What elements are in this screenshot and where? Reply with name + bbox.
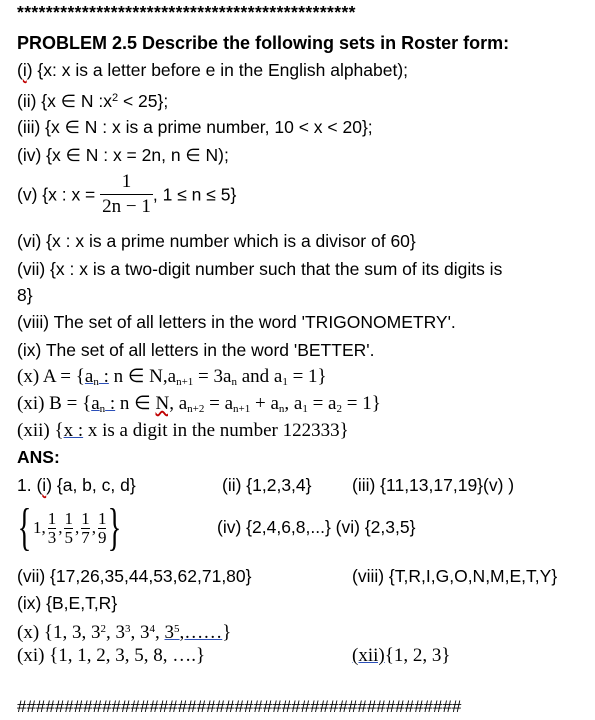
- answer-xii: (xii){1, 2, 3}: [352, 645, 451, 666]
- problem-ix: (ix) The set of all letters in the word 'BETTER'.: [17, 340, 375, 360]
- problem-iv: (iv) {x ∈ N : x = 2n, n ∈ N);: [17, 145, 229, 165]
- answer-v-set: { 1, $\frac{1}{3}$ , $\frac{1}{5}$ , $\frac{1}{7}$ , $\frac{1}{9}$ }: [17, 499, 122, 556]
- fraction-1-3: $\frac{1}{3}$: [47, 508, 57, 547]
- answer-x: (x) {1, 3, $3^2$, $3^3$, $3^4$, $3^5,\dots\dots$}: [17, 622, 232, 643]
- answer-ix: (ix) {B,E,T,R}: [17, 593, 118, 613]
- problem-viii: (viii) The set of all letters in the word 'TRIGONOMETRY'.: [17, 312, 456, 332]
- answer-ii: (ii) {1,2,3,4}: [222, 475, 312, 495]
- answer-i: 1. (i) {a, b, c, d}: [17, 475, 136, 495]
- answer-iv-vi: (iv) {2,4,6,8,...} (vi) {2,3,5}: [217, 517, 416, 537]
- problem-title: PROBLEM 2.5 Describe the following sets in Roster form:: [17, 33, 510, 53]
- answers-label: ANS:: [17, 447, 60, 467]
- problem-i: (i) {x: x is a letter before e in the English alphabet);: [17, 60, 409, 80]
- problem-xi: (xi) $B = \{a_n$ : n ∈ N, $a_{n+2} = a_{n+1} + a_n$, $a_1 = a_2 = 1$}: [17, 393, 381, 415]
- bottom-rule: ###############################################: [17, 697, 462, 716]
- problem-vi: (vi) {x : x is a prime number which is a divisor of 60}: [17, 231, 416, 251]
- answer-v-first-term: 1,: [32, 518, 46, 537]
- problem-v: (v) {x : x = $\frac{1}{2n - 1}$ , 1 ≤ n ≤ 5}: [17, 171, 237, 217]
- fraction-1-9: $\frac{1}{9}$: [97, 508, 107, 547]
- left-brace: {: [17, 499, 32, 556]
- answer-iii: (iii) {11,13,17,19}(v) ): [352, 475, 515, 495]
- problem-iii: (iii) {x ∈ N : x is a prime number, 10 < x < 20};: [17, 117, 373, 137]
- problem-vii-line2: 8}: [17, 285, 33, 305]
- answer-xi: (xi) {1, 1, 2, 3, 5, 8, ….}: [17, 645, 206, 666]
- problem-ii: (ii) {x ∈ N $:x^2 < 25$};: [17, 91, 169, 111]
- problem-vii-line1: (vii) {x : x is a two-digit number such that the sum of its digits is: [17, 259, 503, 279]
- fraction-1-over-2n-1: $\frac{1}{2n - 1}$: [102, 171, 151, 217]
- answer-viii: (viii) {T,R,I,G,O,N,M,E,T,Y}: [352, 566, 558, 586]
- fraction-1-5: $\frac{1}{5}$: [64, 508, 73, 547]
- top-rule: ***********************************************: [17, 2, 356, 22]
- problem-xii: (xii) {x : x is a digit in the number 122333}: [17, 420, 349, 441]
- problem-x: (x) $A = \{a_n$ : n ∈ $N,a_{n+1} = 3a_n$ and $a_1 = 1$}: [17, 366, 327, 388]
- answer-vii: (vii) {17,26,35,44,53,62,71,80}: [17, 566, 252, 586]
- fraction-1-7: $\frac{1}{7}$: [81, 508, 90, 547]
- right-brace: }: [108, 499, 122, 556]
